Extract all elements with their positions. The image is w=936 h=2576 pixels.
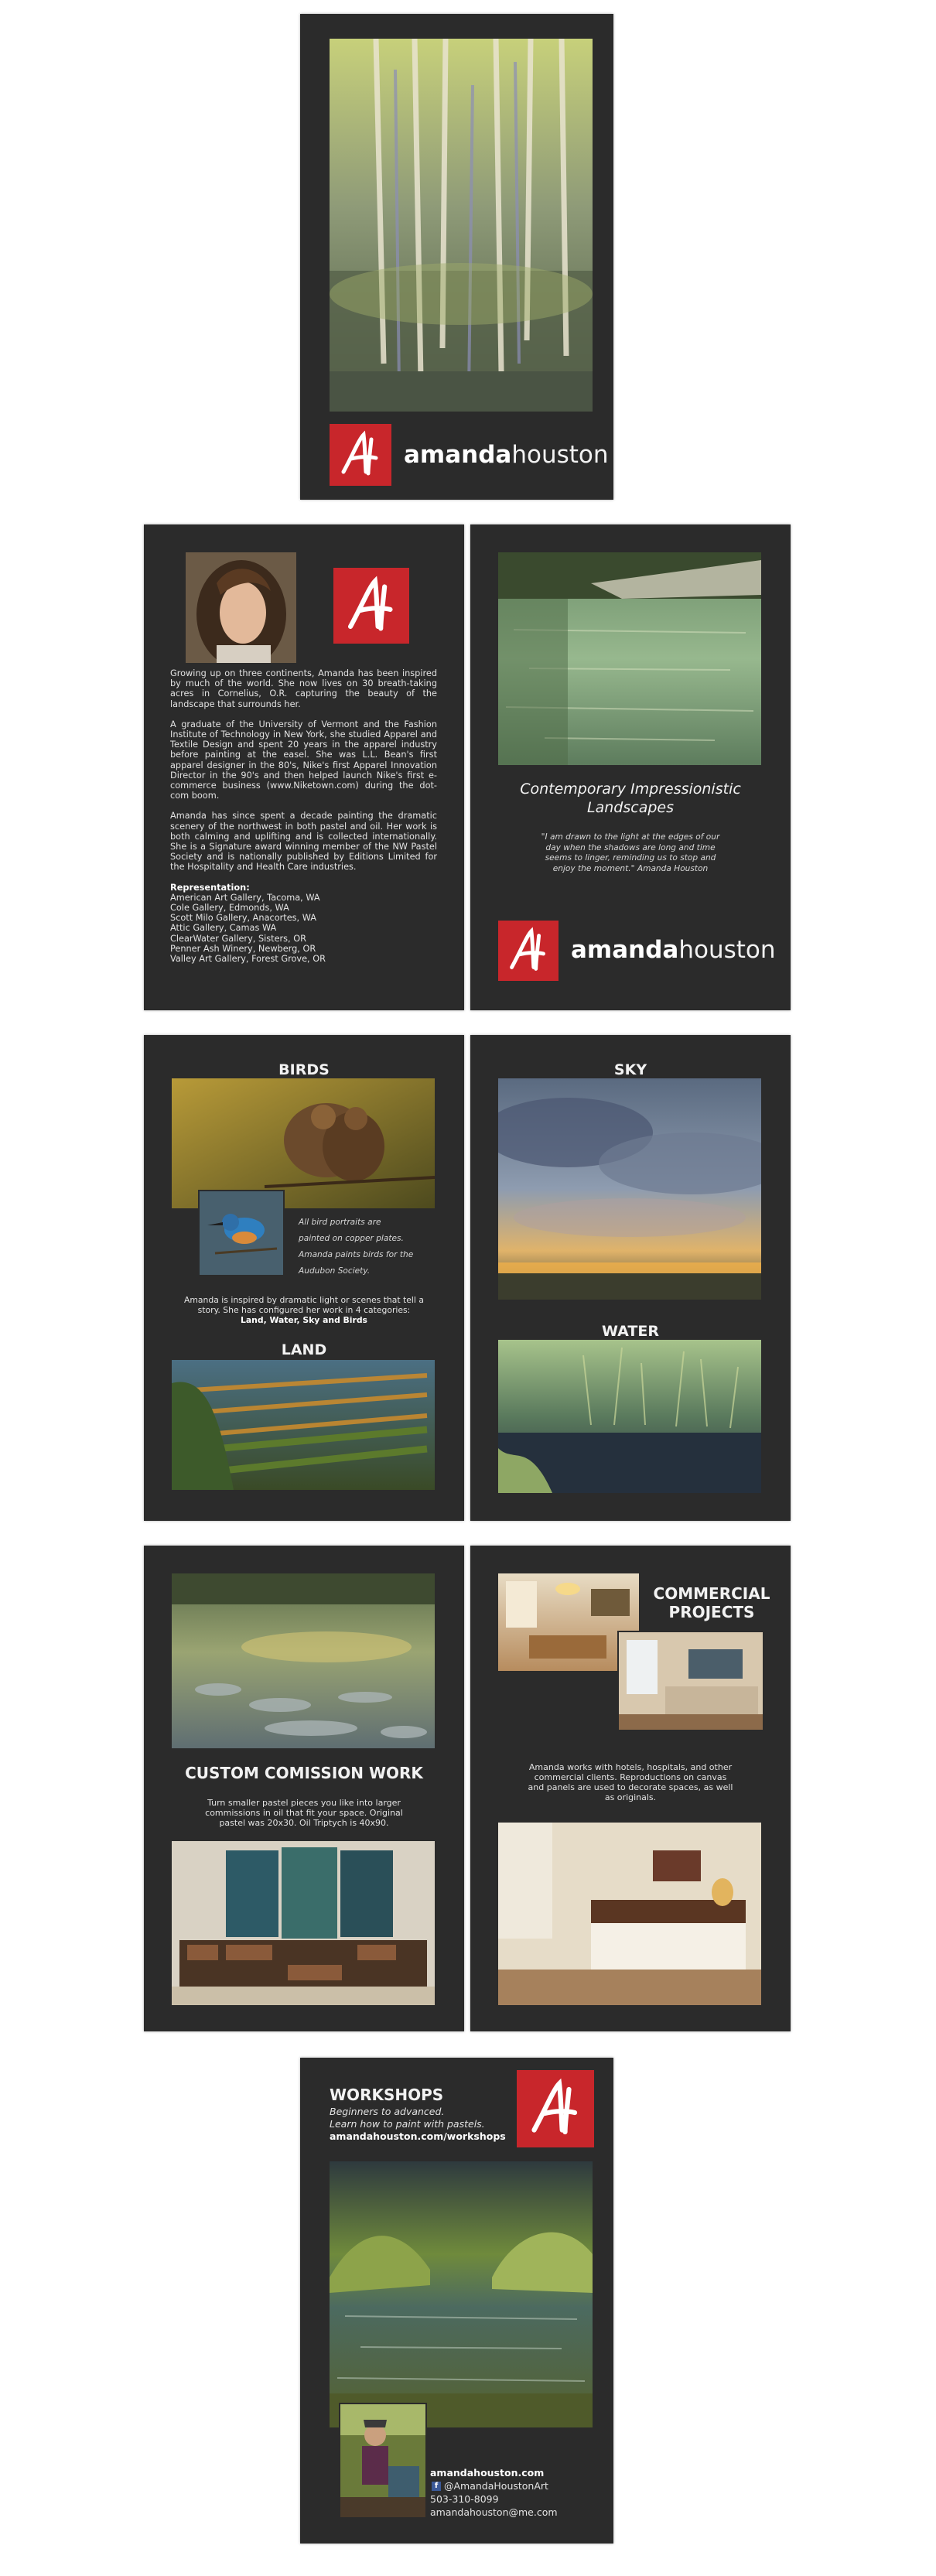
ah-logo	[498, 921, 559, 981]
gallery-item: Valley Art Gallery, Forest Grove, OR	[170, 954, 326, 965]
sky-heading: SKY	[613, 1061, 647, 1078]
cover-panel	[300, 14, 613, 500]
birds-land-panel	[144, 1035, 464, 1521]
contact-facebook[interactable]	[430, 2479, 558, 2492]
commercial-text: Amanda works with hotels, hospitals, and other commercial clients. Reproductions on canvas and panels are used to decorate spaces, as well as originals.	[528, 1762, 733, 1802]
artist-painting-photo	[339, 2403, 427, 2519]
gallery-list	[170, 893, 437, 964]
birds-caption: All bird portraits are painted on copper plates. Amanda paints birds for the Audubon Society.	[299, 1218, 414, 1276]
birch-forest-painting	[330, 39, 593, 412]
river-painting	[172, 1573, 435, 1748]
land-heading: LAND	[281, 1341, 327, 1358]
kingfisher-painting	[198, 1190, 285, 1276]
workshops-url[interactable]: amandahouston.com/workshops	[330, 2130, 506, 2142]
stream-painting	[330, 2161, 593, 2427]
gallery-item: Cole Gallery, Edmonds, WA	[170, 903, 289, 914]
brand-name: amandahouston	[404, 441, 609, 469]
commercial-heading-line2: PROJECTS	[668, 1603, 755, 1621]
workshops-line1: Beginners to advanced.	[330, 2106, 445, 2117]
commission-heading: CUSTOM COMISSION WORK	[185, 1764, 423, 1782]
gallery-item: Penner Ash Winery, Newberg, OR	[170, 943, 316, 954]
reflection-painting	[498, 552, 761, 765]
artist-quote: "I am drawn to the light at the edges of our day when the shadows are long and time seems to linger, reminding us to stop and enjoy the moment." Amanda Houston	[541, 832, 720, 873]
intro-panel	[470, 524, 791, 1010]
gallery-item: Attic Gallery, Camas WA	[170, 923, 277, 934]
water-heading: WATER	[602, 1323, 659, 1340]
gallery-item: Scott Milo Gallery, Anacortes, WA	[170, 913, 316, 924]
commission-text: Turn smaller pastel pieces you like into larger commissions in oil that fit your space. Original pastel was 20x30. Oil Triptych is 40x90.	[205, 1798, 403, 1828]
commercial-heading-line1: COMMERCIAL	[653, 1584, 770, 1603]
workshops-line2: Learn how to paint with pastels.	[330, 2118, 485, 2130]
commission-panel	[144, 1546, 464, 2031]
ah-logo	[333, 568, 409, 644]
vineyard-painting	[172, 1360, 435, 1490]
bio-paragraph: A graduate of the University of Vermont and the Fashion Institute of Technology in New York, she studied Apparel and Textile Design and spent 20 years in the apparel industry before painting at the easel. She was L.L. Bean's first apparel designer in the 80's, Nike's first Apparel Innovation Director in the 90's and then helped launch Nike's first e-commerce business (www.Niketown.com) during the dot-com boom.	[170, 719, 437, 801]
marsh-painting	[498, 1340, 761, 1493]
categories-intro: Amanda is inspired by dramatic light or scenes that tell a story. She has configured her work in 4 categories:	[184, 1295, 424, 1315]
bio-paragraph: Amanda has since spent a decade painting the dramatic scenery of the northwest in both pastel and oil. Her work is both calming and uplifting and is collected internationally. She is a Signature award winning member of the NW Pastel Society and is nationally published by Editions Limited for the Hospitality and Health Care industries.	[170, 811, 437, 873]
workshops-panel	[300, 2058, 613, 2544]
workshops-heading: WORKSHOPS	[330, 2086, 444, 2104]
representation-heading: Representation:	[170, 882, 250, 893]
about-panel	[144, 524, 464, 1010]
commercial-panel	[470, 1546, 791, 2031]
facebook-icon: f	[432, 2482, 441, 2491]
sky-painting	[498, 1078, 761, 1300]
contact-website[interactable]: amandahouston.com	[430, 2467, 545, 2479]
gallery-item: ClearWater Gallery, Sisters, OR	[170, 933, 306, 944]
categories-description	[178, 1295, 430, 1325]
ah-logo	[517, 2070, 594, 2147]
brand-name: amandahouston	[571, 936, 776, 964]
contact-block	[430, 2466, 558, 2519]
artist-bio	[170, 668, 437, 964]
sky-water-panel	[470, 1035, 791, 1521]
commercial-heading	[642, 1584, 781, 1621]
contact-facebook-handle: @AmandaHoustonArt	[444, 2480, 548, 2492]
hawks-painting	[172, 1078, 435, 1208]
contact-email[interactable]: amandahouston@me.com	[430, 2506, 558, 2518]
contact-phone[interactable]: 503-310-8099	[430, 2493, 499, 2505]
gallery-item: American Art Gallery, Tacoma, WA	[170, 892, 320, 903]
bio-paragraph: Growing up on three continents, Amanda has been inspired by much of the world. She now lives on 30 breath-taking acres in Cornelius, O.R. capturing the beauty of the landscape that surrounds her.	[170, 668, 437, 709]
birds-heading: BIRDS	[278, 1061, 330, 1078]
hotel-bedroom-photo	[498, 1823, 761, 2005]
artist-portrait	[186, 552, 296, 663]
living-room-photo	[617, 1631, 764, 1731]
triptych-room-photo	[172, 1841, 435, 2005]
categories-list: Land, Water, Sky and Birds	[241, 1315, 367, 1325]
intro-title: Contemporary Impressionistic Landscapes	[520, 781, 741, 816]
ah-logo	[330, 424, 391, 486]
